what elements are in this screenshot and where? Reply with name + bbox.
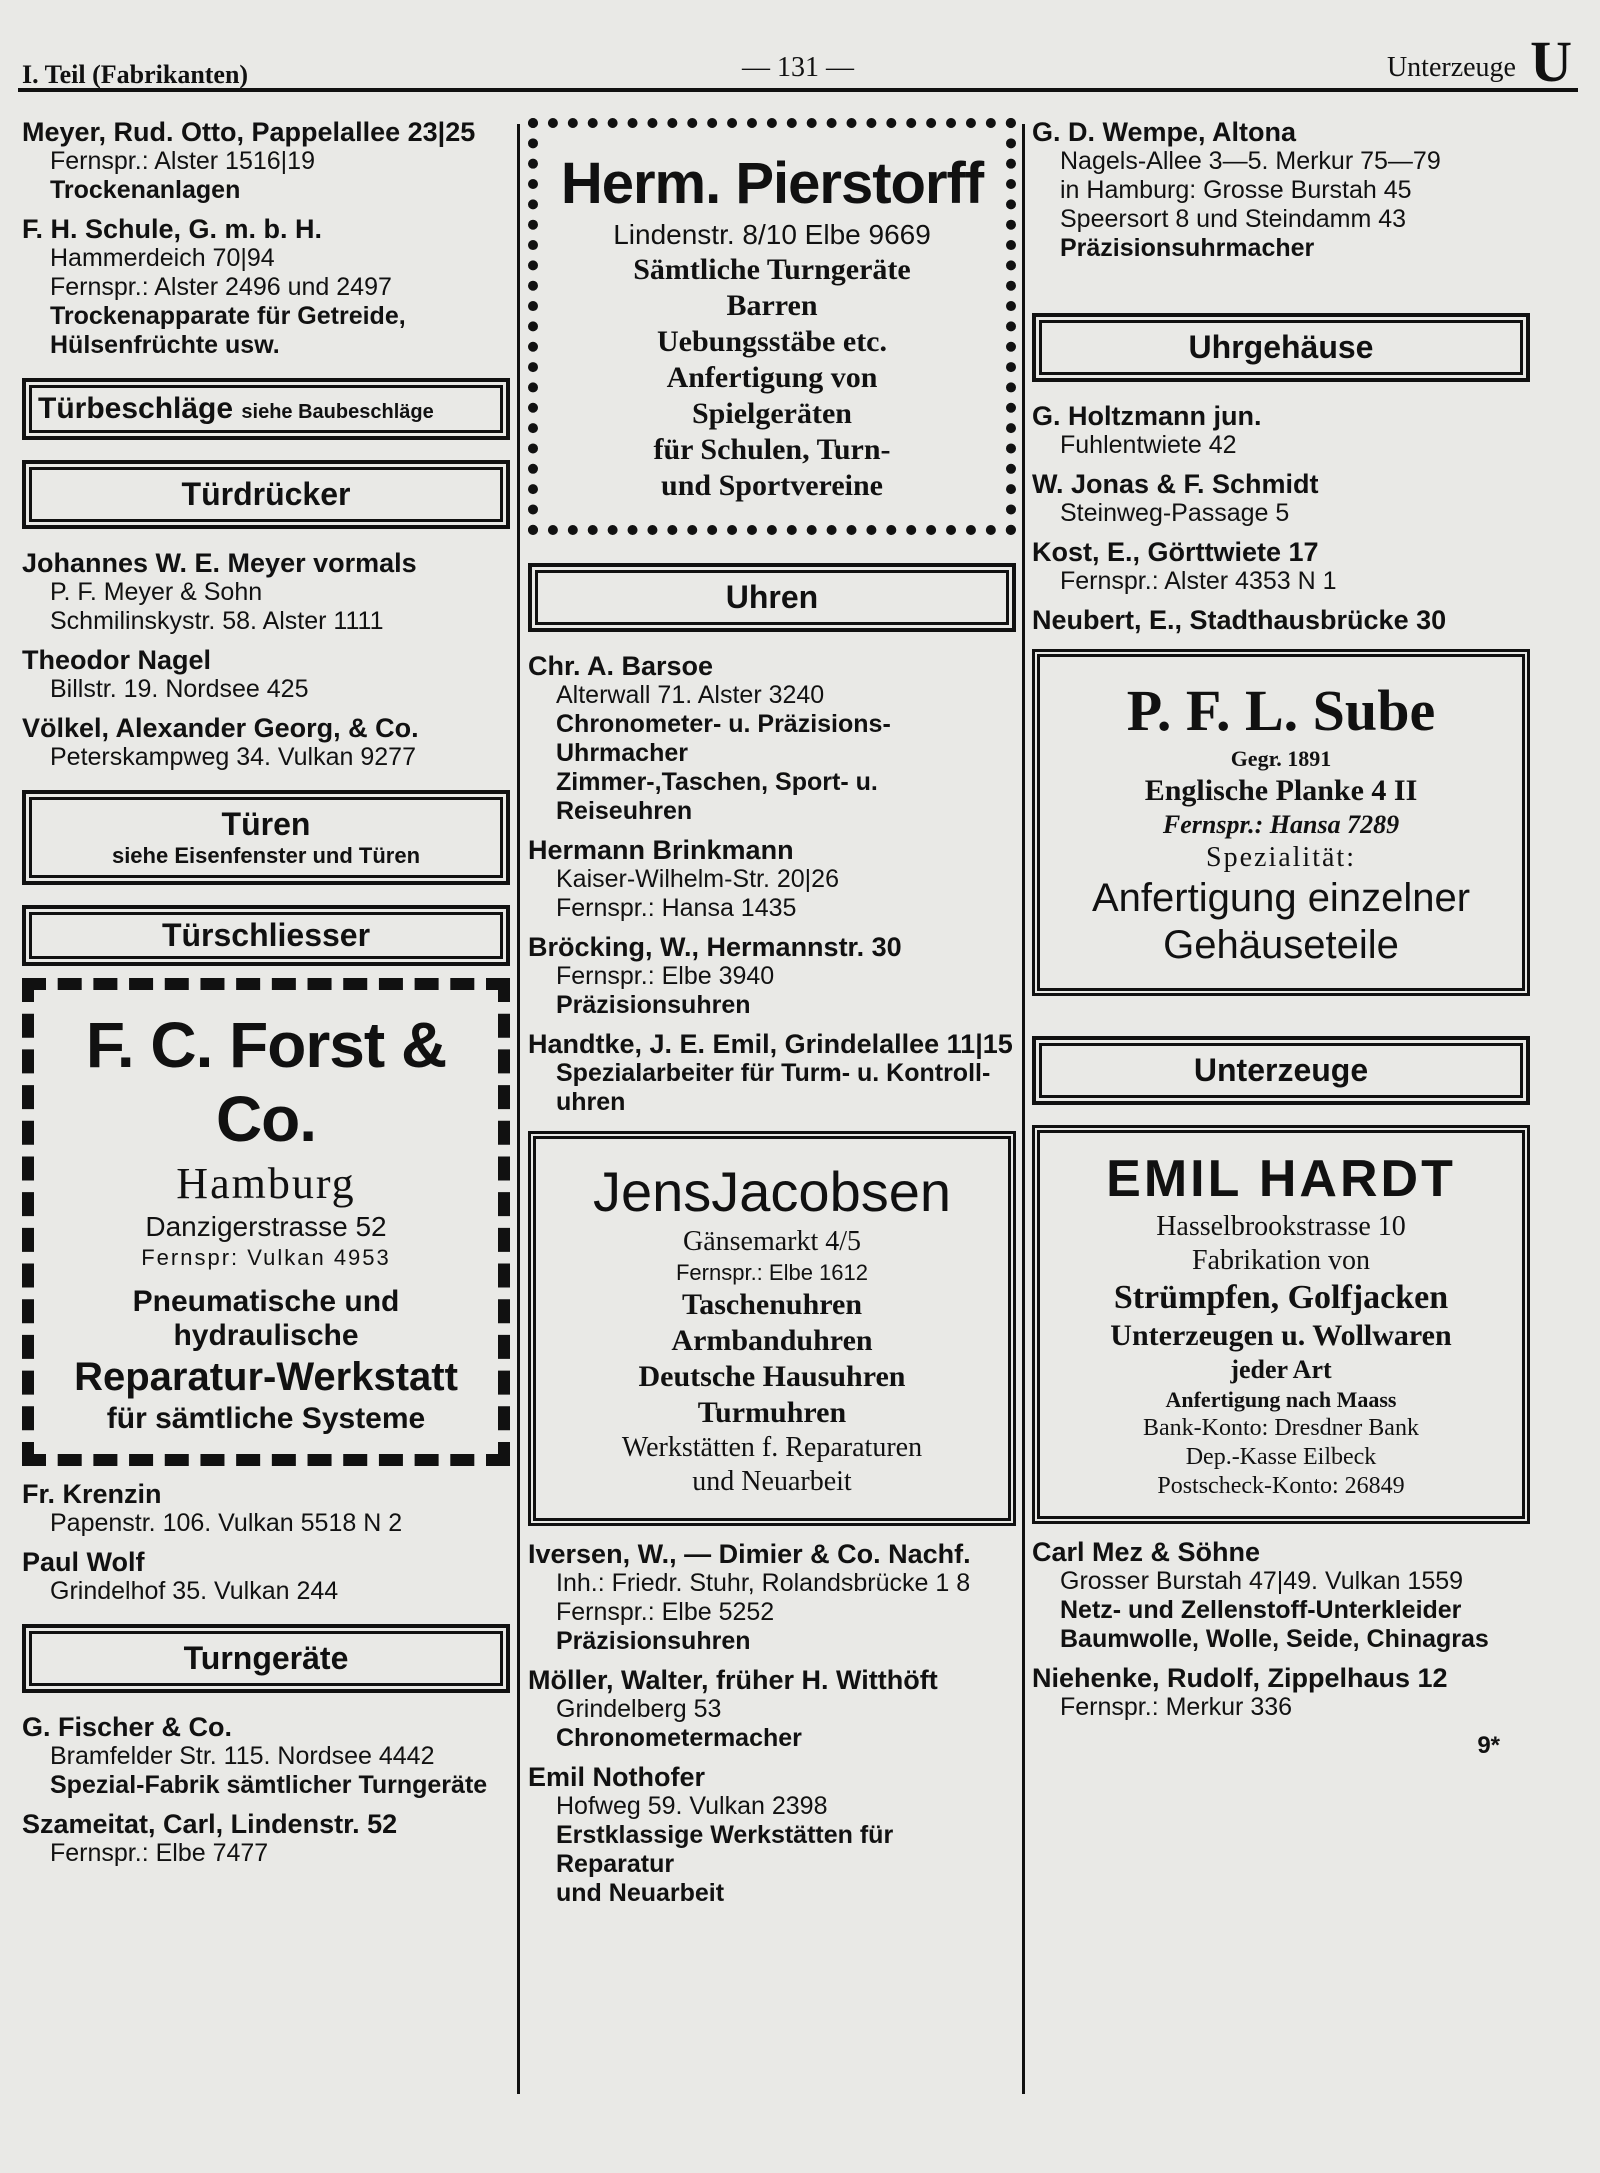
column-3 bbox=[1032, 118, 1530, 1760]
directory-entry bbox=[1032, 538, 1530, 596]
entry-name: Neubert, E., Stadthausbrücke 30 bbox=[1032, 605, 1447, 635]
entry-line: Hammerdeich 70|94 bbox=[50, 244, 275, 272]
header-rule bbox=[18, 88, 1578, 92]
directory-entry bbox=[22, 118, 510, 205]
entry-line: Billstr. 19. Nordsee 425 bbox=[50, 675, 309, 703]
section-uhrgehaeuse: Uhrgehäuse bbox=[1032, 313, 1530, 382]
directory-entry bbox=[22, 1548, 510, 1606]
entry-name: Kost, E., Görttwiete 17 bbox=[1032, 537, 1319, 567]
directory-entry bbox=[528, 1763, 1016, 1908]
entry-specialty: Spezialarbeiter für Turm- u. Kontroll- bbox=[556, 1059, 991, 1087]
entry-specialty: Chronometer- u. Präzisions-Uhrmacher bbox=[556, 710, 891, 767]
ad-name: EMIL HARDT bbox=[1106, 1150, 1456, 1208]
ad-line: für Schulen, Turn- bbox=[653, 433, 891, 466]
page-number: — 131 — bbox=[742, 52, 854, 83]
entry-name: Möller, Walter, früher H. Witthöft bbox=[528, 1665, 938, 1695]
entry-line: Bramfelder Str. 115. Nordsee 4442 bbox=[50, 1742, 435, 1770]
ad-line: Taschenuhren bbox=[681, 1288, 863, 1321]
section-turngeraete: Turngeräte bbox=[22, 1624, 510, 1693]
entry-name: W. Jonas & F. Schmidt bbox=[1032, 469, 1319, 499]
directory-entry bbox=[22, 646, 510, 704]
entry-name: G. Fischer & Co. bbox=[22, 1712, 233, 1742]
entries-top bbox=[1032, 118, 1530, 263]
entry-line: Papenstr. 106. Vulkan 5518 N 2 bbox=[50, 1509, 403, 1537]
directory-entry bbox=[528, 652, 1016, 826]
entry-specialty: Präzisionsuhrmacher bbox=[1060, 234, 1315, 262]
entry-name: Iversen, W., — Dimier & Co. Nachf. bbox=[528, 1539, 971, 1569]
entry-specialty: Trockenanlagen bbox=[50, 176, 241, 204]
ad-line: Barren bbox=[726, 289, 818, 322]
ad-line: jeder Art bbox=[1230, 1355, 1332, 1384]
directory-entry bbox=[22, 215, 510, 360]
entry-line: Grindelberg 53 bbox=[556, 1695, 722, 1723]
entry-line: Fernspr.: Elbe 5252 bbox=[556, 1598, 775, 1626]
entry-line: Fernspr.: Hansa 1435 bbox=[556, 894, 797, 922]
ad-sube bbox=[1032, 649, 1530, 996]
directory-entry bbox=[1032, 402, 1530, 460]
section-tueren bbox=[22, 790, 510, 885]
entry-line: Fernspr.: Alster 4353 N 1 bbox=[1060, 567, 1337, 595]
entry-name: Hermann Brinkmann bbox=[528, 835, 794, 865]
entry-line: Grindelhof 35. Vulkan 244 bbox=[50, 1577, 339, 1605]
entry-specialty: und Neuarbeit bbox=[556, 1879, 725, 1907]
entry-line: Steinweg-Passage 5 bbox=[1060, 499, 1290, 527]
entry-line: Hofweg 59. Vulkan 2398 bbox=[556, 1792, 828, 1820]
header-left: I. Teil (Fabrikanten) bbox=[22, 60, 249, 89]
ad-line: Spielgeräten bbox=[692, 397, 852, 430]
entry-line: Alterwall 71. Alster 3240 bbox=[556, 681, 825, 709]
entries-top bbox=[22, 118, 510, 360]
ad-line: Strümpfen, Golfjacken bbox=[1113, 1279, 1449, 1316]
ad-line: Pneumatische und hydraulische bbox=[132, 1285, 400, 1352]
ad-address: Gänsemarkt 4/5 bbox=[682, 1226, 862, 1257]
ad-line: Spezialität: bbox=[1206, 842, 1356, 873]
entry-name: Johannes W. E. Meyer vormals bbox=[22, 548, 417, 578]
directory-entry bbox=[528, 1666, 1016, 1753]
directory-entry bbox=[22, 714, 510, 772]
ad-name: JensJacobsen bbox=[592, 1160, 951, 1223]
entry-line: Fernspr.: Elbe 7477 bbox=[50, 1839, 269, 1867]
section-note: siehe Eisenfenster und Türen bbox=[111, 843, 421, 868]
section-title: Türbeschläge bbox=[38, 392, 234, 425]
section-note: siehe Baubeschläge bbox=[241, 401, 434, 423]
ad-address: Englische Planke 4 II bbox=[1144, 774, 1418, 807]
ad-line: Turmuhren bbox=[697, 1396, 847, 1429]
ad-line: und Neuarbeit bbox=[692, 1466, 852, 1497]
entry-specialty: Erstklassige Werkstätten für Reparatur bbox=[556, 1821, 894, 1878]
entry-line: Fernspr.: Elbe 3940 bbox=[556, 962, 775, 990]
entry-line: Kaiser-Wilhelm-Str. 20|26 bbox=[556, 865, 839, 893]
ad-phone: Fernspr.: Hansa 7289 bbox=[1162, 810, 1400, 839]
directory-entry bbox=[1032, 470, 1530, 528]
page-footer: 9* bbox=[1477, 1732, 1500, 1759]
entry-specialty: Präzisionsuhren bbox=[556, 991, 751, 1019]
directory-entry bbox=[1032, 1664, 1530, 1722]
entry-line: Nagels-Allee 3—5. Merkur 75—79 bbox=[1060, 147, 1441, 175]
entry-specialty: Präzisionsuhren bbox=[556, 1627, 751, 1655]
section-uhren: Uhren bbox=[528, 563, 1016, 632]
entry-name: Emil Nothofer bbox=[528, 1762, 706, 1792]
ad-line: Uebungsstäbe etc. bbox=[657, 325, 887, 358]
ad-address: Hasselbrookstrasse 10 bbox=[1156, 1211, 1406, 1242]
entries-uhrgehaeuse bbox=[1032, 402, 1530, 635]
entry-name: Theodor Nagel bbox=[22, 645, 212, 675]
ad-line: Werkstätten f. Reparaturen bbox=[621, 1432, 923, 1463]
section-tuerdruecker: Türdrücker bbox=[22, 460, 510, 529]
entry-name: G. Holtzmann jun. bbox=[1032, 401, 1262, 431]
ad-line: Unterzeugen u. Wollwaren bbox=[1110, 1319, 1452, 1352]
entry-specialty: Trockenapparate für Getreide, bbox=[50, 302, 406, 330]
entry-specialty: Hülsenfrüchte usw. bbox=[50, 331, 280, 359]
entry-line: Fernspr.: Alster 2496 und 2497 bbox=[50, 273, 392, 301]
directory-entry bbox=[1032, 606, 1530, 635]
ad-line: Gehäuseteile bbox=[1163, 923, 1399, 967]
ad-forst bbox=[22, 978, 510, 1466]
entries-after-ad bbox=[22, 1480, 510, 1606]
directory-entry bbox=[22, 549, 510, 636]
ad-hardt bbox=[1032, 1125, 1530, 1524]
ad-jacobsen bbox=[528, 1131, 1016, 1526]
entry-name: G. D. Wempe, Altona bbox=[1032, 117, 1297, 147]
section-tuerbeschlaege bbox=[22, 378, 510, 440]
directory-entry bbox=[22, 1713, 510, 1800]
entry-name: Völkel, Alexander Georg, & Co. bbox=[22, 713, 419, 743]
entry-specialty: Zimmer-,Taschen, Sport- u. Reiseuhren bbox=[556, 768, 878, 825]
entry-specialty: Chronometermacher bbox=[556, 1724, 802, 1752]
entry-line: Peterskampweg 34. Vulkan 9277 bbox=[50, 743, 416, 771]
directory-entry bbox=[528, 836, 1016, 923]
entry-specialty: Baumwolle, Wolle, Seide, Chinagras bbox=[1060, 1625, 1489, 1653]
entry-name: Paul Wolf bbox=[22, 1547, 145, 1577]
entry-line: Fernspr.: Merkur 336 bbox=[1060, 1693, 1293, 1721]
header-letter: U bbox=[1530, 29, 1572, 94]
entry-name: Carl Mez & Söhne bbox=[1032, 1537, 1261, 1567]
ad-name: Herm. Pierstorff bbox=[560, 151, 984, 216]
entries-uhren bbox=[528, 652, 1016, 1117]
entry-line: Fernspr.: Alster 1516|19 bbox=[50, 147, 315, 175]
entry-line: Fuhlentwiete 42 bbox=[1060, 431, 1237, 459]
directory-entry bbox=[22, 1480, 510, 1538]
entry-line: Schmilinskystr. 58. Alster 1111 bbox=[50, 607, 384, 635]
ad-name: P. F. L. Sube bbox=[1126, 678, 1436, 743]
ad-line: Anfertigung von bbox=[666, 361, 878, 394]
entry-name: Szameitat, Carl, Lindenstr. 52 bbox=[22, 1809, 398, 1839]
entry-name: Bröcking, W., Hermannstr. 30 bbox=[528, 932, 902, 962]
ad-line: für sämtliche Systeme bbox=[106, 1402, 426, 1435]
directory-entry bbox=[528, 933, 1016, 1020]
entry-line: Speersort 8 und Steindamm 43 bbox=[1060, 205, 1407, 233]
entry-line: Inh.: Friedr. Stuhr, Rolandsbrücke 1 8 bbox=[556, 1569, 971, 1597]
directory-entry bbox=[1032, 118, 1530, 263]
ad-pierstorff bbox=[528, 118, 1016, 535]
directory-entry bbox=[528, 1030, 1016, 1117]
column-2 bbox=[528, 118, 1016, 1918]
entry-name: Niehenke, Rudolf, Zippelhaus 12 bbox=[1032, 1663, 1448, 1693]
ad-phone: Fernspr: Vulkan 4953 bbox=[141, 1245, 391, 1270]
entry-name: Chr. A. Barsoe bbox=[528, 651, 714, 681]
entry-line: Grosser Burstah 47|49. Vulkan 1559 bbox=[1060, 1567, 1464, 1595]
ad-line: Dep.-Kasse Eilbeck bbox=[1185, 1444, 1377, 1470]
directory-entry bbox=[1032, 1538, 1530, 1654]
ad-line: Anfertigung nach Maass bbox=[1165, 1387, 1397, 1412]
section-title: Türen bbox=[221, 806, 311, 842]
column-1 bbox=[22, 118, 510, 1878]
ad-phone: Fernspr.: Elbe 1612 bbox=[675, 1260, 868, 1285]
entry-line: in Hamburg: Grosse Burstah 45 bbox=[1060, 176, 1412, 204]
entry-name: F. H. Schule, G. m. b. H. bbox=[22, 214, 323, 244]
ad-name: F. C. Forst & Co. bbox=[85, 1009, 447, 1155]
entry-specialty: uhren bbox=[556, 1088, 626, 1116]
section-unterzeuge: Unterzeuge bbox=[1032, 1036, 1530, 1105]
ad-line: Sämtliche Turngeräte bbox=[633, 253, 911, 286]
ad-line: Bank-Konto: Dresdner Bank bbox=[1143, 1415, 1419, 1441]
entries-after-ad bbox=[528, 1540, 1016, 1908]
ad-line: Anfertigung einzelner bbox=[1091, 876, 1471, 920]
entry-line: P. F. Meyer & Sohn bbox=[50, 578, 263, 606]
ad-founded: Gegr. 1891 bbox=[1230, 746, 1332, 771]
page-header bbox=[22, 29, 1572, 94]
column-rule-2 bbox=[1022, 124, 1025, 2094]
ad-line: Deutsche Hausuhren bbox=[638, 1360, 906, 1393]
ad-line: Armbanduhren bbox=[671, 1324, 873, 1357]
section-tuerschliesser: Türschliesser bbox=[22, 905, 510, 966]
entry-name: Meyer, Rud. Otto, Pappelallee 23|25 bbox=[22, 117, 476, 147]
entries-turngeraete bbox=[22, 1713, 510, 1868]
entry-specialty: Netz- und Zellenstoff-Unterkleider bbox=[1060, 1596, 1462, 1624]
entries-tuerdruecker bbox=[22, 549, 510, 772]
entry-name: Handtke, J. E. Emil, Grindelallee 11|15 bbox=[528, 1029, 1013, 1059]
ad-line: Reparatur-Werkstatt bbox=[74, 1355, 458, 1399]
ad-city: Hamburg bbox=[176, 1159, 356, 1208]
header-right: Unterzeuge bbox=[1386, 52, 1516, 83]
entries-after-ad bbox=[1032, 1538, 1530, 1722]
entry-name: Fr. Krenzin bbox=[22, 1479, 162, 1509]
ad-line: Postscheck-Konto: 26849 bbox=[1157, 1473, 1405, 1499]
directory-entry bbox=[528, 1540, 1016, 1656]
ad-line: und Sportvereine bbox=[661, 469, 883, 502]
ad-street: Danzigerstrasse 52 bbox=[145, 1211, 387, 1242]
entry-specialty: Spezial-Fabrik sämtlicher Turngeräte bbox=[50, 1771, 488, 1799]
ad-line: Fabrikation von bbox=[1191, 1245, 1371, 1276]
column-rule-1 bbox=[517, 124, 520, 2094]
ad-address: Lindenstr. 8/10 Elbe 9669 bbox=[613, 219, 931, 250]
directory-entry bbox=[22, 1810, 510, 1868]
